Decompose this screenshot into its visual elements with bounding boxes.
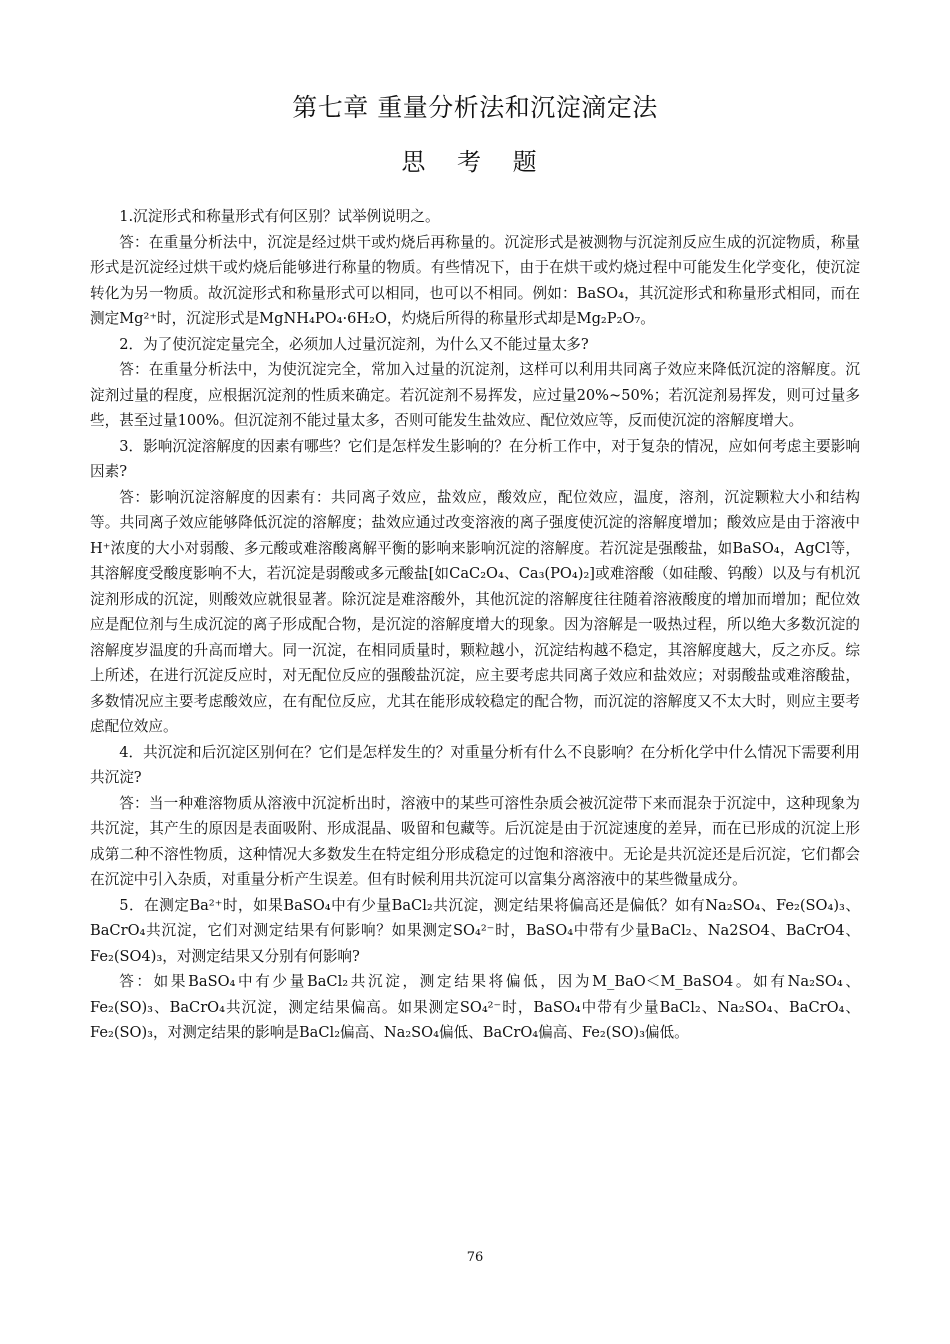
answer-5: 答：如果BaSO₄中有少量BaCl₂共沉淀，测定结果将偏低，因为M_BaO＜M_BaSO4。如有Na₂SO₄、Fe₂(SO)₃、BaCrO₄共沉淀，测定结果偏高。如果测定SO₄²⁻时，BaSO₄中带有少量BaCl₂、Na₂SO₄、BaCrO₄、Fe₂(SO)₃，对测定结果的影响是BaCl₂偏高、Na₂SO₄偏低、BaCrO₄偏高、Fe₂(SO)₃偏低。 — [90, 973, 860, 1041]
document-page — [90, 88, 860, 1046]
answer-3: 答：影响沉淀溶解度的因素有：共同离子效应，盐效应，酸效应，配位效应，温度，溶剂，沉淀颗粒大小和结构等。共同离子效应能够降低沉淀的溶解度；盐效应通过改变溶液的离子强度使沉淀的溶解度增加；酸效应是由于溶液中H⁺浓度的大小对弱酸、多元酸或难溶酸离解平衡的影响来影响沉淀的溶解度。若沉淀是强酸盐，如BaSO₄，AgCl等，其溶解度受酸度影响不大，若沉淀是弱酸或多元酸盐[如CaC₂O₄、Ca₃(PO₄)₂]或难溶酸（如硅酸、钨酸）以及与有机沉淀剂形成的沉淀，则酸效应就很显著。除沉淀是难溶酸外，其他沉淀的溶解度往往随着溶液酸度的增加而增加；配位效应是配位剂与生成沉淀的离子形成配合物，是沉淀的溶解度增大的现象。因为溶解是一吸热过程，所以绝大多数沉淀的溶解度岁温度的升高而增大。同一沉淀，在相同质量时，颗粒越小，沉淀结构越不稳定，其溶解度越大，反之亦反。综上所述，在进行沉淀反应时，对无配位反应的强酸盐沉淀，应主要考虑共同离子效应和盐效应；对弱酸盐或难溶酸盐，多数情况应主要考虑酸效应，在有配位反应，尤其在能形成较稳定的配合物，而沉淀的溶解度又不太大时，则应主要考虑配位效应。 — [90, 488, 860, 735]
question-2: 2．为了使沉淀定量完全，必须加人过量沉淀剂，为什么又不能过量太多? — [119, 335, 589, 353]
question-5: 5．在测定Ba²⁺时，如果BaSO₄中有少量BaCl₂共沉淀，测定结果将偏高还是偏低？如有Na₂SO₄、Fe₂(SO₄)₃、BaCrO₄共沉淀，它们对测定结果有何影响？如果测定SO₄²⁻时，BaSO₄中带有少量BaCl₂、Na2SO4、BaCrO4、Fe₂(SO4)₃，对测定结果又分别有何影响? — [90, 896, 860, 965]
page-number: 76 — [466, 1250, 484, 1265]
question-4: 4．共沉淀和后沉淀区别何在？它们是怎样发生的？对重量分析有什么不良影响？在分析化学中什么情况下需要利用共沉淀? — [90, 743, 860, 786]
answer-4: 答：当一种难溶物质从溶液中沉淀析出时，溶液中的某些可溶性杂质会被沉淀带下来而混杂于沉淀中，这种现象为共沉淀，其产生的原因是表面吸附、形成混晶、吸留和包藏等。后沉淀是由于沉淀速度的差异，而在已形成的沉淀上形成第二种不溶性物质，这种情况大多数发生在特定组分形成稳定的过饱和溶液中。无论是共沉淀还是后沉淀，它们都会在沉淀中引入杂质，对重量分析产生误差。但有时候利用共沉淀可以富集分离溶液中的某些微量成分。 — [90, 794, 860, 888]
section-subtitle: 思 考 题 — [401, 148, 549, 176]
question-1: 1.沉淀形式和称量形式有何区别？试举例说明之。 — [119, 208, 440, 225]
answer-1: 答：在重量分析法中，沉淀是经过烘干或灼烧后再称量的。沉淀形式是被测物与沉淀剂反应生成的沉淀物质，称量形式是沉淀经过烘干或灼烧后能够进行称量的物质。有些情况下，由于在烘干或灼烧过程中可能发生化学变化，使沉淀转化为另一物质。故沉淀形式和称量形式可以相同，也可以不相同。例如：BaSO₄，其沉淀形式和称量形式相同，而在测定Mg²⁺时，沉淀形式是MgNH₄PO₄·6H₂O，灼烧后所得的称量形式却是Mg₂P₂O₇。 — [90, 233, 860, 327]
chapter-title: 第七章 重量分析法和沉淀滴定法 — [292, 93, 658, 122]
answer-2: 答：在重量分析法中，为使沉淀完全，常加入过量的沉淀剂，这样可以利用共同离子效应来降低沉淀的溶解度。沉淀剂过量的程度，应根据沉淀剂的性质来确定。若沉淀剂不易挥发，应过量20%~50%；若沉淀剂易挥发，则可过量多些，甚至过量100%。但沉淀剂不能过量太多，否则可能发生盐效应、配位效应等，反而使沉淀的溶解度增大。 — [90, 361, 860, 429]
question-3: 3．影响沉淀溶解度的因素有哪些？它们是怎样发生影响的？在分析工作中，对于复杂的情况，应如何考虑主要影响因素? — [90, 437, 860, 480]
question-list — [90, 204, 860, 1046]
